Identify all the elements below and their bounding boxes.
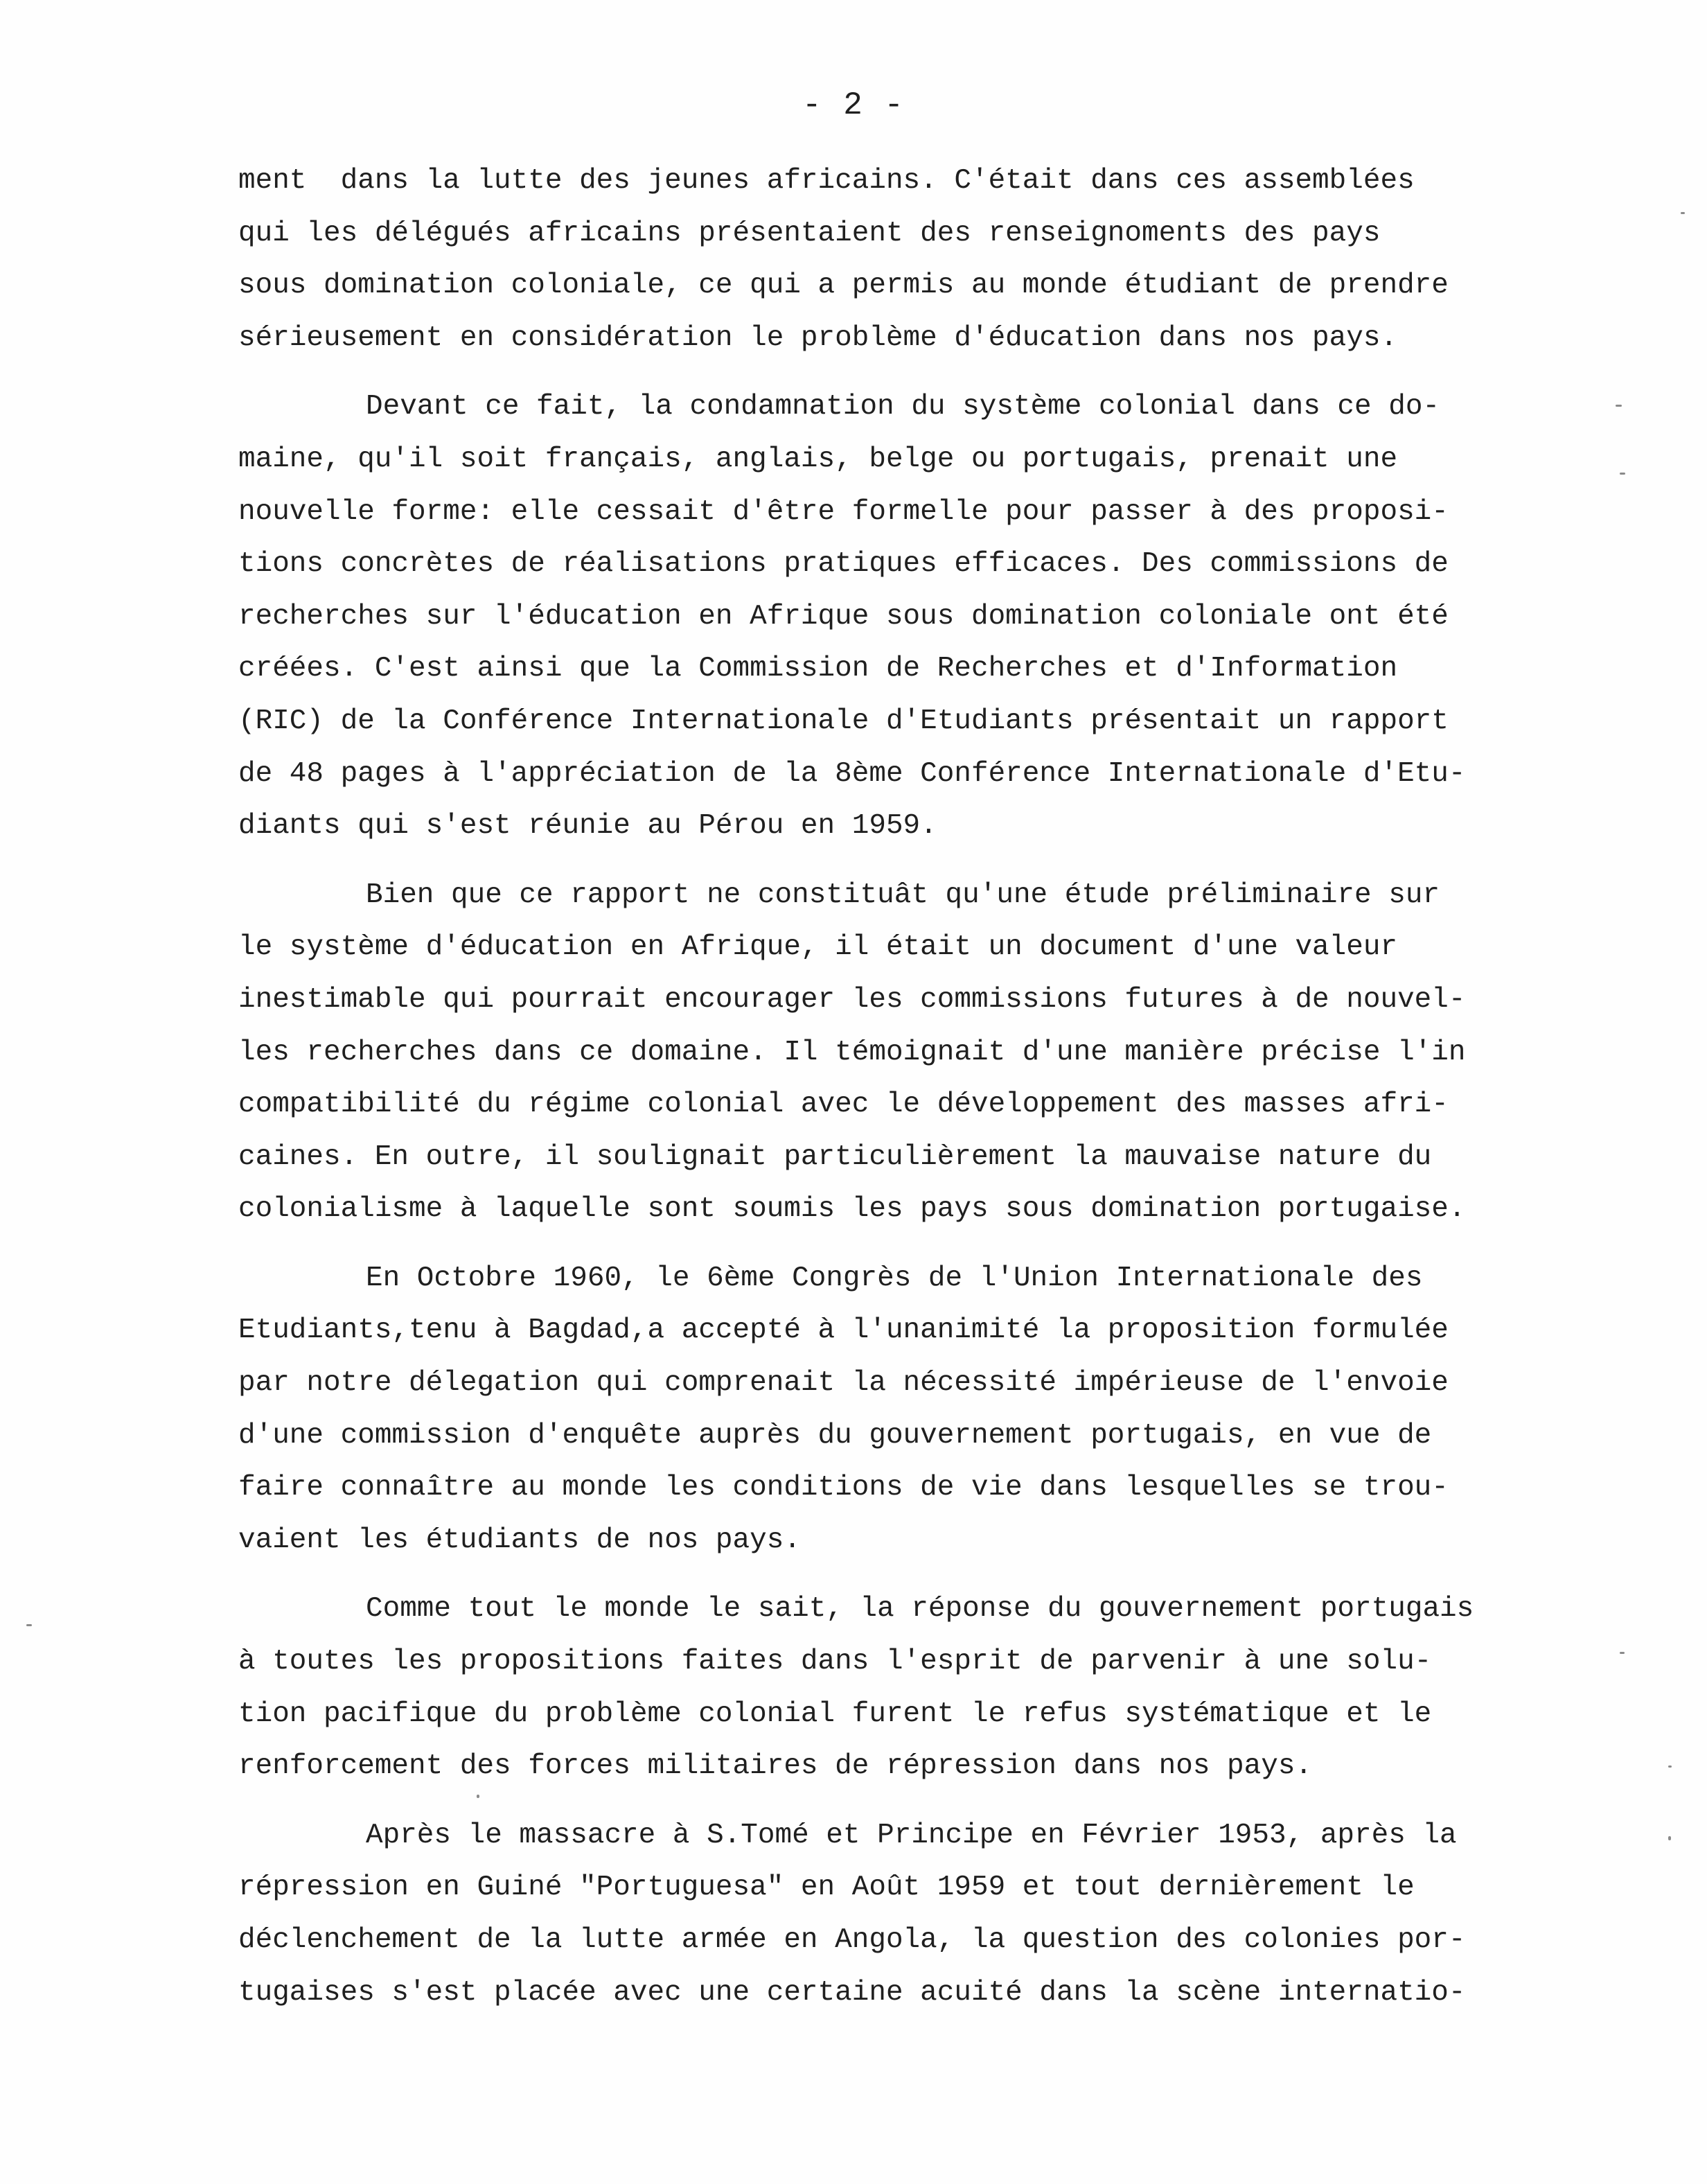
text-line: déclenchement de la lutte armée en Angola, la question des colonies por- <box>238 1924 1466 1956</box>
paragraph <box>238 381 1555 852</box>
scan-speck <box>1620 473 1625 475</box>
paragraph <box>238 155 1555 364</box>
paragraph-gap <box>238 853 1555 870</box>
scan-speck <box>1668 1836 1671 1840</box>
text-line: par notre délegation qui comprenait la nécessité impérieuse de l'envoie <box>238 1367 1449 1400</box>
text-line: sérieusement en considération le problème d'éducation dans nos pays. <box>238 322 1398 354</box>
text-line: recherches sur l'éducation en Afrique sous domination coloniale ont été <box>238 600 1449 633</box>
scan-speck <box>26 1624 32 1626</box>
text-line: Etudiants,tenu à Bagdad,a accepté à l'unanimité la proposition formulée <box>238 1314 1449 1347</box>
text-line: d'une commission d'enquête auprès du gouvernement portugais, en vue de <box>238 1419 1432 1452</box>
document-body <box>238 155 1555 2019</box>
paragraph <box>238 1583 1555 1793</box>
scan-speck <box>1668 1765 1672 1768</box>
text-line: diants qui s'est réunie au Pérou en 1959. <box>238 810 937 843</box>
text-line: de 48 pages à l'appréciation de la 8ème Conférence Internationale d'Etu- <box>238 757 1466 790</box>
text-line: tions concrètes de réalisations pratiques efficaces. Des commissions de <box>238 548 1449 581</box>
paragraph-gap <box>238 1567 1555 1583</box>
text-line: maine, qu'il soit français, anglais, belge ou portugais, prenait une <box>238 443 1398 475</box>
scan-speck <box>1681 212 1685 214</box>
text-line: répression en Guiné "Portuguesa" en Août 1959 et tout dernièrement le <box>238 1872 1415 1904</box>
paragraph <box>238 1810 1555 2019</box>
text-line: faire connaître au monde les conditions de vie dans lesquelles se trou- <box>238 1472 1449 1504</box>
page-number: - 2 - <box>802 87 905 123</box>
scan-speck <box>1620 1652 1625 1654</box>
text-line: vaient les étudiants de nos pays. <box>238 1524 801 1556</box>
text-line: tugaises s'est placée avec une certaine acuité dans la scène internatio- <box>238 1976 1466 2009</box>
text-line: renforcement des forces militaires de répression dans nos pays. <box>238 1750 1313 1783</box>
text-line: les recherches dans ce domaine. Il témoignait d'une manière précise l'in <box>238 1036 1466 1068</box>
text-line: Après le massacre à S.Tomé et Principe en Février 1953, après la <box>366 1819 1457 1851</box>
text-line: inestimable qui pourrait encourager les commissions futures à de nouvel- <box>238 983 1466 1016</box>
text-line: tion pacifique du problème colonial furent le refus systématique et le <box>238 1698 1432 1730</box>
text-line: caines. En outre, il soulignait particulièrement la mauvaise nature du <box>238 1141 1432 1173</box>
text-line: nouvelle forme: elle cessait d'être formelle pour passer à des proposi- <box>238 495 1449 528</box>
paragraph-gap <box>238 1236 1555 1253</box>
text-line: à toutes les propositions faites dans l'esprit de parvenir à une solu- <box>238 1646 1432 1678</box>
text-line: En Octobre 1960, le 6ème Congrès de l'Union Internationale des <box>366 1262 1423 1294</box>
paragraph <box>238 870 1555 1236</box>
text-line: sous domination coloniale, ce qui a permis au monde étudiant de prendre <box>238 270 1449 302</box>
paragraph <box>238 1253 1555 1567</box>
text-line: Comme tout le monde le sait, la réponse du gouvernement portugais <box>366 1593 1474 1626</box>
text-line: colonialisme à laquelle sont soumis les pays sous domination portugaise. <box>238 1193 1466 1226</box>
text-line: le système d'éducation en Afrique, il était un document d'une valeur <box>238 931 1398 964</box>
paragraph-gap <box>238 1793 1555 1810</box>
scan-speck <box>1616 405 1622 407</box>
text-line: Devant ce fait, la condamnation du système colonial dans ce do- <box>366 391 1440 423</box>
text-line: créées. C'est ainsi que la Commission de Recherches et d'Information <box>238 653 1398 685</box>
text-line: compatibilité du régime colonial avec le développement des masses afri- <box>238 1089 1449 1121</box>
text-line: (RIC) de la Conférence Internationale d'Etudiants présentait un rapport <box>238 705 1449 737</box>
text-line: ment dans la lutte des jeunes africains. C'était dans ces assemblées <box>238 165 1415 197</box>
paragraph-gap <box>238 364 1555 381</box>
scan-speck <box>477 1795 479 1798</box>
text-line: Bien que ce rapport ne constituât qu'une étude préliminaire sur <box>366 879 1440 911</box>
text-line: qui les délégués africains présentaient des renseignoments des pays <box>238 217 1381 249</box>
